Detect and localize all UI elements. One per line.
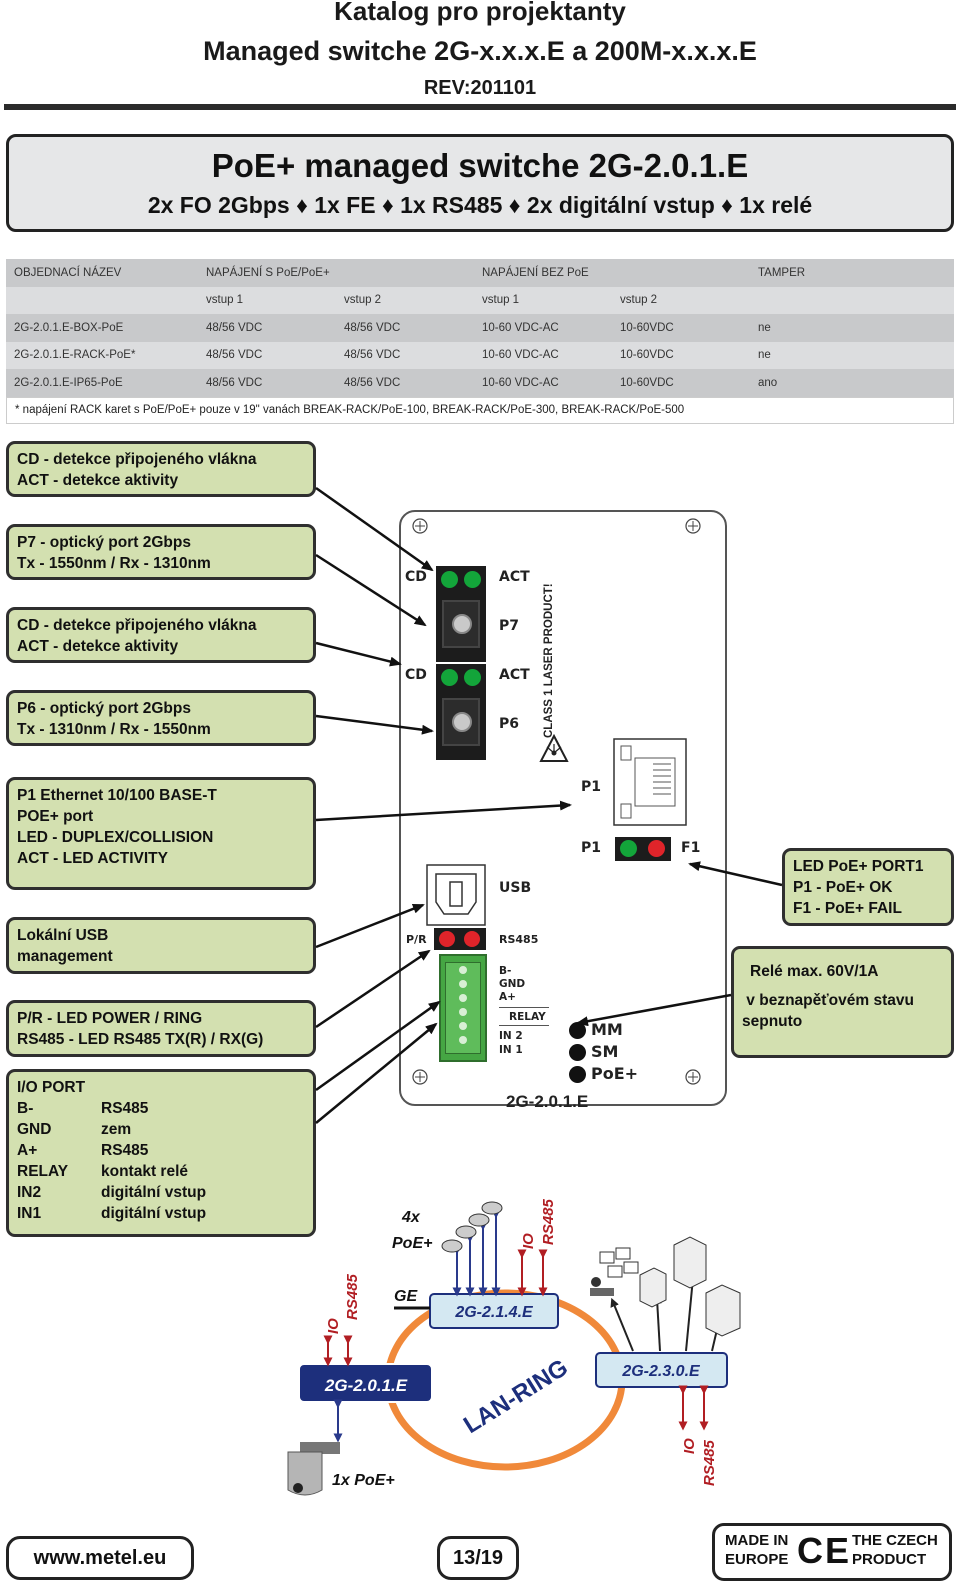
callout-line: management — [17, 948, 113, 965]
table-subheader: vstup 1 — [198, 287, 336, 315]
camera-group-icon — [442, 1202, 502, 1252]
io-row: B- RS485 — [17, 1100, 149, 1117]
label-mm: MM — [591, 1020, 623, 1039]
callout-line: sepnuto — [742, 1013, 803, 1030]
terminal-label-relay: RELAY — [509, 1011, 546, 1023]
revision-label: REV:201101 — [423, 77, 537, 99]
callout-line: F1 - PoE+ FAIL — [793, 900, 902, 917]
label-pr: P/R — [406, 933, 427, 946]
label-cd: CD — [405, 667, 427, 683]
ce-mark-icon: CE — [797, 1530, 852, 1571]
table-header: NAPÁJENÍ S PoE/PoE+ — [198, 259, 474, 287]
table-cell: 10-60 VDC-AC — [474, 369, 612, 397]
topology-diagram — [0, 1190, 960, 1520]
terminal-label-in2: IN 2 — [499, 1030, 523, 1042]
table-cell: 48/56 VDC — [198, 369, 336, 397]
table-subheader: vstup 2 — [336, 287, 474, 315]
czech-product-label: THE CZECH PRODUCT — [852, 1532, 938, 1568]
table-cell: 48/56 VDC — [336, 369, 474, 397]
label-p6: P6 — [499, 716, 520, 732]
label-cd: CD — [405, 569, 427, 585]
callout-line: Tx - 1550nm / Rx - 1310nm — [17, 555, 211, 572]
io-row: GND zem — [17, 1121, 132, 1138]
io-row: A+ RS485 — [17, 1142, 149, 1159]
callout-line: Lokální USB — [17, 927, 109, 944]
arrow-pr — [316, 951, 429, 1027]
terminal-label-gnd: GND — [499, 978, 526, 990]
callout-line: P1 Ethernet 10/100 BASE-T — [17, 787, 217, 804]
terminal-label-in1: IN 1 — [499, 1044, 523, 1056]
footer-page-number: 13/19 — [437, 1536, 519, 1580]
table-cell: 2G-2.0.1.E-BOX-PoE — [6, 314, 198, 342]
label-act: ACT — [499, 569, 530, 585]
node-right-label: 2G-2.3.0.E — [622, 1363, 700, 1380]
table-header: NAPÁJENÍ BEZ PoE — [474, 259, 750, 287]
io-label: IO — [520, 1233, 537, 1249]
rs485-label: RS485 — [540, 1199, 557, 1245]
arrow-p1 — [316, 805, 570, 820]
workstation-icon — [590, 1248, 638, 1296]
poe4-label-poe: PoE+ — [392, 1235, 433, 1252]
table-cell: 48/56 VDC — [336, 314, 474, 342]
table-cell: ne — [750, 342, 954, 370]
table-footnote: * napájení RACK karet s PoE/PoE+ pouze v 19" vanách BREAK-RACK/PoE-100, BREAK-RACK/PoE-300, BREAK-RACK/PoE-500 — [6, 397, 954, 424]
label-p1: P1 — [581, 779, 602, 795]
lan-ring-label: LAN-RING — [458, 1354, 573, 1440]
rs485-label: RS485 — [344, 1274, 361, 1320]
arrow-io-2 — [316, 1024, 436, 1123]
callout-line: POE+ port — [17, 808, 94, 825]
io-row: IN2 digitální vstup — [17, 1184, 207, 1201]
ge-label: GE — [394, 1288, 418, 1305]
table-cell: 48/56 VDC — [336, 342, 474, 370]
catalog-subtitle: Managed switche 2G-x.x.x.E a 200M-x.x.x.E — [203, 36, 757, 66]
node-top-label: 2G-2.1.4.E — [455, 1304, 533, 1321]
io-label: IO — [681, 1438, 698, 1454]
table-cell: 10-60 VDC-AC — [474, 342, 612, 370]
device-model-label: 2G-2.0.1.E — [506, 1092, 589, 1111]
table-cell: 10-60 VDC-AC — [474, 314, 612, 342]
table-subheader: vstup 1 — [474, 287, 612, 315]
label-p1-led: P1 — [581, 840, 602, 856]
arrow-relay — [578, 995, 731, 1023]
table-header: TAMPER — [750, 259, 954, 287]
table-cell: 48/56 VDC — [198, 314, 336, 342]
io-label: IO — [325, 1318, 342, 1334]
io-row: IN1 digitální vstup — [17, 1205, 207, 1222]
terminal-label-b: B- — [499, 965, 512, 977]
footer-origin-badge — [712, 1523, 952, 1581]
arrow-p7 — [316, 555, 425, 625]
terminal-label-a: A+ — [499, 991, 516, 1003]
callout-line: Relé max. 60V/1A — [750, 963, 879, 980]
table-subheader: vstup 2 — [612, 287, 750, 315]
server-icon — [640, 1237, 740, 1336]
callout-line: P7 - optický port 2Gbps — [17, 534, 191, 551]
callout-line: LED PoE+ PORT1 — [793, 858, 924, 875]
node-main-label: 2G-2.0.1.E — [324, 1376, 408, 1395]
table-cell: 48/56 VDC — [198, 342, 336, 370]
svg-text:CLASS 1 LASER PRODUCT!: CLASS 1 LASER PRODUCT! — [543, 583, 555, 738]
footer-website-link[interactable]: www.metel.eu — [6, 1536, 194, 1580]
label-sm: SM — [591, 1042, 619, 1061]
made-in-europe-label: MADE IN EUROPE — [725, 1532, 789, 1568]
label-poe: PoE+ — [591, 1064, 639, 1083]
label-act: ACT — [499, 667, 530, 683]
callout-line: ACT - LED ACTIVITY — [17, 850, 168, 867]
arrow-p6 — [316, 716, 432, 731]
table-header: OBJEDNACÍ NÁZEV — [6, 259, 198, 287]
arrow-led-poe — [690, 864, 782, 885]
callout-line: P6 - optický port 2Gbps — [17, 700, 191, 717]
callout-line: v beznapěťovém stavu — [742, 992, 914, 1009]
arrow-cd-act-p6 — [316, 643, 400, 664]
table-cell: 2G-2.0.1.E-RACK-PoE* — [6, 342, 198, 370]
callout-line: P1 - PoE+ OK — [793, 879, 893, 896]
callout-line: ACT - detekce aktivity — [17, 638, 179, 655]
product-title: PoE+ managed switche 2G-2.0.1.E — [211, 147, 749, 184]
arrow-usb — [316, 905, 423, 947]
product-subtitle: 2x FO 2Gbps ♦ 1x FE ♦ 1x RS485 ♦ 2x digitální vstup ♦ 1x relé — [147, 192, 813, 218]
table-cell: ne — [750, 314, 954, 342]
poe1-label: 1x PoE+ — [332, 1472, 395, 1489]
arrow-cd-act-p7 — [316, 488, 432, 570]
callout-line: LED - DUPLEX/COLLISION — [17, 829, 214, 846]
label-rs485: RS485 — [499, 933, 539, 946]
label-usb: USB — [499, 880, 532, 896]
callout-line: I/O PORT — [17, 1079, 86, 1096]
callout-line: Tx - 1310nm / Rx - 1550nm — [17, 721, 211, 738]
io-row: RELAY kontakt relé — [17, 1163, 189, 1180]
table-cell: 10-60VDC — [612, 314, 750, 342]
callout-line: CD - detekce připojeného vlákna — [17, 451, 257, 468]
table-cell: ano — [750, 369, 954, 397]
table-cell: 2G-2.0.1.E-IP65-PoE — [6, 369, 198, 397]
callout-line: P/R - LED POWER / RING — [17, 1010, 203, 1027]
label-f1-led: F1 — [681, 840, 701, 856]
callout-line: ACT - detekce aktivity — [17, 472, 179, 489]
catalog-title: Katalog pro projektanty — [334, 0, 626, 26]
callout-line: RS485 - LED RS485 TX(R) / RX(G) — [17, 1031, 264, 1048]
label-p7: P7 — [499, 618, 520, 634]
callout-line: CD - detekce připojeného vlákna — [17, 617, 257, 634]
table-cell: 10-60VDC — [612, 342, 750, 370]
table-cell: 10-60VDC — [612, 369, 750, 397]
poe4-label-count: 4x — [402, 1209, 420, 1226]
rs485-label: RS485 — [701, 1440, 718, 1486]
